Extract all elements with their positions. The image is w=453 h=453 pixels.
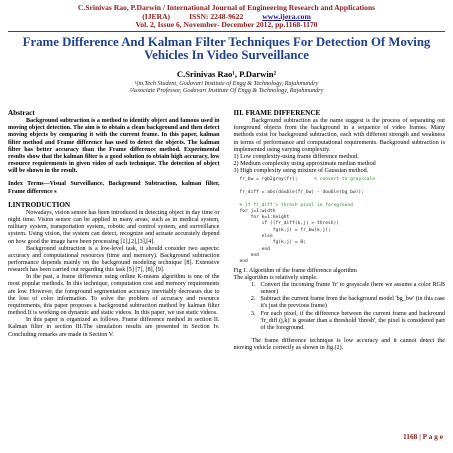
paper-authors: C.Srinivas Rao¹, P.Darwin² [176, 68, 277, 79]
code-line: fg(k,j) = fr_bw(k,j); [239, 227, 331, 233]
intro-paragraph-4: In this paper is organized as follows. Frame difference method in section II. Kalman filter in section III.The simulation results are presented in Section Iv. Concluding remarks are made in Section V. [8, 317, 220, 338]
intro-paragraph-1: Nowadays, vision sensor has been introduced in detecting object in day time or night time. Vision sensor can be applied in many areas, such as in medical system, military system, transportation system, robotic and control system, and surveillance system. Using vision, the system can detect, recognize and actuate accurately depend on how good the image have been processing [1],[2],[3],[4]. [8, 209, 220, 245]
body-columns [8, 110, 445, 352]
affiliation-2: ²Associate Professor, Godavari Institute Of Engg & Technology, Rajahmundry [129, 87, 324, 95]
algorithm-step: 1. Convert the incoming frame 'fr' to grayscale (here we assume a color RGB sensor) [250, 281, 445, 296]
algorithm-code-listing [240, 177, 446, 265]
affiliation-1: ¹(m.Tech Student, Godavari Institute of Engg & Technology, Rajahmundry [134, 79, 319, 87]
paper-title: Frame Difference And Kalman Filter Techniques For Detection Of Moving Vehicles In Video Surveillance [22, 34, 431, 63]
journal-header [0, 0, 453, 30]
intro-paragraph-3: In the past, a frame difference using online K-means algorithm is one of the most popular methods. In this technique, computation cost and memory requirements are low. However, the foreground segmentation accuracy inevitably decreases due to the loss of color information. To solve the problem of accuracy and resource requirements, this paper proposes a background subtraction method by kalman filter method.It is working on dynamic and static videos. In this paper, we use static videos. [8, 274, 220, 317]
code-line: for j=1:width [239, 208, 276, 214]
header-line-1: C.Srinivas Rao, P.Darwin / International Journal of Engineering Research and Applications [77, 3, 376, 12]
code-line: for k=1:height [239, 215, 290, 221]
index-terms [8, 181, 220, 195]
left-column [8, 110, 220, 352]
frame-list-item-1: 1) Low complexity-using frame difference method. [233, 153, 359, 160]
algorithm-step: 3. For each pixel, if the difference between the current frame and backround 'fr_diff (j,k)' is greater than a threshold 'thresh', the pixel is considered part of the foreground. [250, 310, 445, 331]
issn: ISSN: 2248-9622 [189, 11, 244, 21]
page-footer [403, 432, 443, 441]
algorithm-intro: The algorithm is relatively simple. [233, 274, 318, 281]
algorithm-step: 2. Subtract the current frame from the background model 'bg_bw' (in this case it's just the previous frame) [250, 296, 445, 310]
journal-url-link[interactable]: www.ijera.com [262, 11, 311, 21]
code-line: if ((fr_diff(k,j) > thresh)) [239, 221, 340, 227]
code-line: end [239, 259, 248, 265]
journal-abbr: (IJERA) [142, 11, 171, 21]
figure-caption: Fig 1. Algorithm of the frame difference algorithm [233, 267, 357, 274]
frame-list-item-3: 3) High complexity using mixture of Gaussian method. [233, 168, 369, 175]
algorithm-steps [234, 282, 446, 332]
code-line: else [239, 234, 273, 240]
abstract-heading: Abstract [8, 109, 35, 117]
code-line: fr_diff = abs(double(fr_bw) - double(bg_bw)); [239, 190, 364, 195]
frame-list-item-2: 2) Medium complexity using approximate median method [233, 161, 376, 168]
code-line: % if fr_diff > thresh pixel in foreground [239, 202, 353, 208]
closing-paragraph: The frame difference technique is low accuracy and it cannot detect the moving vehicle correctly as shown in fig.(2). [233, 337, 445, 352]
page-number: 1168 [402, 432, 418, 441]
code-line: fr_bw = rgb2gray(fr); % convert to grayscale [239, 177, 376, 183]
code-line: end [239, 252, 259, 258]
intro-heading: I.INTRODUCTION [8, 200, 71, 209]
abstract-text: Background subtraction is a method to identify object and famous used in moving object detection. The aim is to obtain a clean background and then detect moving objects by comparing it with the current frame. In this paper, kalman filter method and Frame difference has used to detect the objects. The kalman filter has better accuracy than the Frame difference method. Experimental results show that the kalman filter is a good solution to obtain high accuracy, low resource requirements in given video of each technique. The detection of object will be shown in the result. [8, 118, 220, 175]
intro-paragraph-2: Background subtraction is a low-level task, it should consider two aspects: accuracy and computational resources (time and memory). Background subtraction performance depends mainly on the background modeling technique [8]. Extensive research has been carried out regarding this task [5] [7], [8], [9]. [8, 245, 220, 274]
affiliations [0, 80, 453, 94]
header-line-3: Vol. 2, Issue 6, November- December 2012, pp.1168-1170 [135, 20, 318, 30]
code-line: fg(k,j) = 0; [239, 240, 306, 246]
header-rule [8, 31, 445, 32]
frame-paragraph-1: Background subtraction as the name suggest is the process of separating out foreground objects from the background in a sequence of video frames. Many methods exist for background subtraction, each with different strength and weakness in terms of performance and computational requirements. Background subtraction is implemented using varying complexity. [233, 118, 445, 153]
code-line: end [239, 246, 270, 252]
index-terms-text: Index Terms—Visual Surveillance, Background Subtraction, kalman filter, Frame difference s [8, 181, 220, 195]
right-column [234, 110, 446, 352]
page-label: | P a g e [419, 432, 443, 441]
frame-difference-heading: III. FRAME DIFFERENCE [233, 109, 321, 117]
